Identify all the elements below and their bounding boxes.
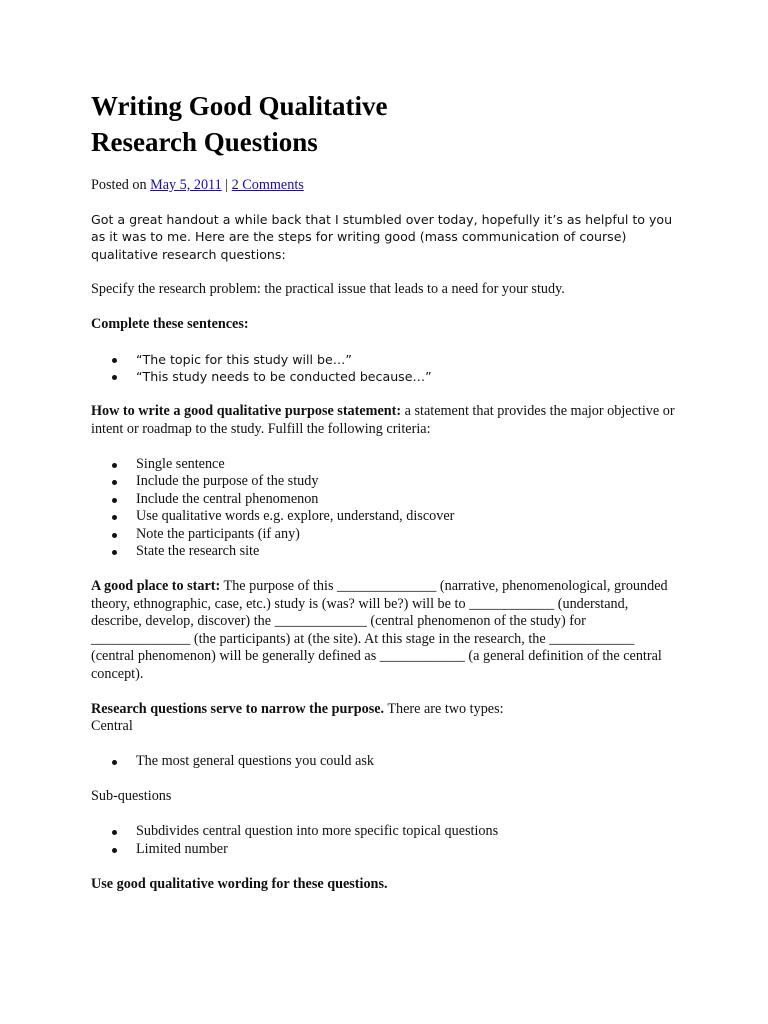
criteria-list	[91, 456, 681, 561]
list-item: “This study needs to be conducted because…”	[136, 368, 681, 386]
list-item: Limited number	[136, 841, 681, 859]
rq-rest: There are two types:	[384, 700, 504, 717]
sub-questions-label: Sub-questions	[91, 788, 172, 804]
central-label: Central	[91, 718, 133, 734]
intro-paragraph: Got a great handout a while back that I stumbled over today, hopefully it’s as helpful to you as it was to me. Here are the steps for writing good (mass communication of course) qualitative research questions:	[91, 211, 673, 262]
list-item: State the research site	[136, 543, 681, 561]
meta-separator: |	[221, 177, 232, 193]
rq-paragraph	[91, 701, 681, 736]
list-item: Subdivides central question into more specific topical questions	[136, 823, 681, 841]
sub-questions-list	[91, 823, 681, 858]
start-rest: The purpose of this ______________ (narrative, phenomenological, grounded theory, ethnographic, case, etc.) study is (was? will be?) will be to ____________ (understand, describe, develop, discover) the _____________ (central phenomenon of the study) for ______________ (the participants) at (the site). At this stage in the research, the ____________ (central phenomenon) will be generally defined as ____________ (a general definition of the central concept).	[91, 578, 668, 682]
complete-heading-text: Complete these sentences:	[91, 315, 249, 332]
closing-paragraph	[91, 876, 681, 894]
date-link[interactable]: May 5, 2011	[150, 177, 222, 193]
complete-heading	[91, 316, 681, 334]
list-item: Include the central phenomenon	[136, 491, 681, 509]
complete-list	[91, 351, 681, 386]
specify-paragraph: Specify the research problem: the practical issue that leads to a need for your study.	[91, 280, 565, 297]
title-line-2: Research Questions	[91, 127, 318, 157]
list-item: Use qualitative words e.g. explore, understand, discover	[136, 508, 681, 526]
list-item: “The topic for this study will be…”	[136, 351, 681, 369]
purpose-paragraph	[91, 403, 681, 438]
rq-bold: Research questions serve to narrow the purpose.	[91, 700, 385, 717]
start-paragraph	[91, 578, 681, 683]
list-item: The most general questions you could ask	[136, 753, 681, 771]
central-list	[91, 753, 681, 771]
comments-link[interactable]: 2 Comments	[231, 177, 304, 193]
list-item: Include the purpose of the study	[136, 473, 681, 491]
post-meta	[91, 177, 681, 195]
list-item: Single sentence	[136, 456, 681, 474]
start-bold: A good place to start:	[91, 578, 221, 594]
title-line-1: Writing Good Qualitative	[91, 91, 388, 121]
closing-text: Use good qualitative wording for these questions.	[91, 875, 388, 892]
article	[91, 88, 681, 911]
purpose-bold: How to write a good qualitative purpose statement:	[91, 403, 402, 419]
posted-on-label: Posted on	[91, 177, 151, 193]
list-item: Note the participants (if any)	[136, 526, 681, 544]
purpose-rest: a statement that provides the major objective or intent or roadmap to the study. Fulfill the following criteria:	[91, 403, 675, 437]
page-title	[91, 88, 681, 160]
